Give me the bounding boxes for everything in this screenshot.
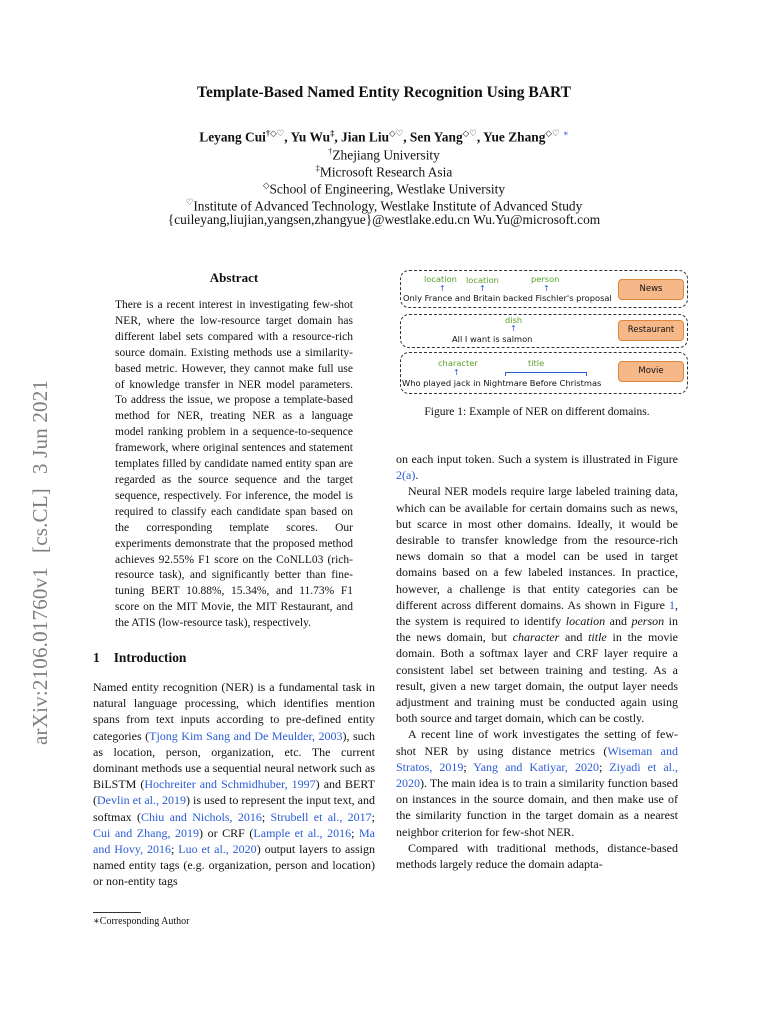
up-arrow-icon: ↑ bbox=[510, 324, 517, 333]
citation-link[interactable]: Chiu and Nichols, 2016 bbox=[140, 809, 262, 824]
text: Named entity recognition (NER) is a fundamental task in natural language processing, which identifies mention spans from text inputs according to pre-defined entity categories ( bbox=[93, 680, 375, 743]
figure-ref-link[interactable]: 1 bbox=[669, 597, 675, 612]
figure-caption: Figure 1: Example of NER on different domains. bbox=[424, 406, 650, 418]
entity-term: title bbox=[588, 630, 607, 645]
up-arrow-icon: ↑ bbox=[543, 284, 550, 293]
section-number: 1 bbox=[93, 650, 100, 665]
domain-tag-restaurant: Restaurant bbox=[618, 320, 684, 341]
affiliation-text: Institute of Advanced Technology, Westlake Institute of Advanced Study bbox=[193, 198, 583, 214]
arxiv-date: 3 Jun 2021 bbox=[28, 379, 52, 475]
author-list: Leyang Cui†◇♡, Yu Wu‡, Jian Liu◇♡, Sen Yang◇♡, Yue Zhang◇♡ ∗ bbox=[199, 128, 569, 145]
citation-link[interactable]: Devlin et al., 2019 bbox=[97, 793, 186, 808]
text: ; bbox=[463, 759, 474, 774]
citation-link[interactable]: Luo et al., 2020 bbox=[178, 842, 257, 857]
entity-label: dish bbox=[505, 315, 523, 325]
example-sentence: Who played jack in Nightmare Before Christmas bbox=[402, 378, 602, 388]
paper-title: Template-Based Named Entity Recognition Using BART bbox=[197, 84, 571, 101]
citation-link[interactable]: Yang and Katiyar, 2020 bbox=[473, 759, 599, 774]
corresponding-author-link[interactable]: ∗ bbox=[562, 128, 569, 138]
text: ) and BERT ( bbox=[93, 777, 376, 808]
text: and bbox=[559, 630, 589, 645]
text: . bbox=[415, 468, 419, 483]
text: ) is used to represent the input text, and softmax ( bbox=[93, 793, 375, 824]
abstract-heading: Abstract bbox=[209, 270, 259, 285]
author-name: Jian Liu bbox=[341, 129, 390, 145]
section-title: Introduction bbox=[113, 650, 187, 665]
domain-tag-movie: Movie bbox=[618, 361, 684, 382]
text: ; bbox=[598, 759, 610, 774]
text: ; bbox=[261, 809, 271, 824]
citation-link[interactable]: Tjong Kim Sang and De Meulder, 2003 bbox=[149, 728, 343, 743]
affiliation-mark: ♡ bbox=[185, 197, 194, 207]
text: ; bbox=[371, 809, 375, 824]
text: ), such as location, person, organization, etc. The current dominant methods use a sequential neural network such as BiLSTM ( bbox=[93, 728, 375, 792]
span-bracket bbox=[505, 372, 587, 376]
affiliation-mark: ◇ bbox=[262, 180, 270, 190]
arxiv-category: [cs.CL] bbox=[28, 488, 52, 553]
affiliation-mark: ‡ bbox=[315, 163, 320, 173]
author-name: Sen Yang bbox=[409, 129, 463, 145]
email-line: {cuileyang,liujian,yangsen,zhangyue}@westlake.edu.cn Wu.Yu@microsoft.com bbox=[167, 212, 601, 227]
citation-link[interactable]: Wiseman and Stratos, 2019 bbox=[396, 743, 678, 774]
text: A recent line of work investigates the setting of few-shot NER by using distance metrics ( bbox=[396, 727, 678, 758]
affiliation-text: Zhejiang University bbox=[332, 147, 440, 163]
text: ). The main idea is to train a similarity function based on instances in the source domain, and then make use of the similarity function in the target domain as a nearest neighbor criterion for few-shot NER. bbox=[396, 776, 678, 839]
text: in the movie domain. Both a softmax layer and CRF layer require a consistent label set between training and testing. As a result, given a new target domain, the output layer needs adjustment and training must be conducted again using both source and target domain, which can be costly. bbox=[396, 630, 678, 726]
affiliation-text: School of Engineering, Westlake University bbox=[269, 181, 506, 197]
entity-label: title bbox=[528, 358, 545, 368]
figure-ref-link[interactable]: 2(a) bbox=[396, 468, 416, 483]
footnote-rule bbox=[93, 912, 141, 913]
arxiv-id[interactable]: arXiv:2106.01760v1 bbox=[28, 567, 52, 745]
entity-term: character bbox=[512, 630, 560, 645]
abstract-body: There is a recent interest in investigating few-shot NER, where the low-resource target domain has different label sets compared with a resource-rich source domain. Existing methods use a similarity-based metric. However, they cannot make full use of knowledge transfer in NER model parameters. To address the issue, we propose a template-based method for NER, treating NER as a language model ranking problem in a sequence-to-sequence framework, where original sentences and statement templates filled by candidate named entity span are regarded as the source sequence and the target sequence, respectively. For inference, the model is required to classify each candidate span based on the corresponding template scores. Our experiments demonstrate that the proposed method achieves 92.55% F1 score on the CoNLL03 (rich-resource task), and significantly better than fine-tuning BERT 10.88%, 15.34%, and 11.73% F1 score on the MIT Movie, the MIT Restaurant, and the ATIS (low-resource task), respectively. bbox=[115, 299, 353, 630]
affiliation-mark: † bbox=[328, 146, 333, 156]
text: and bbox=[605, 614, 632, 629]
right-column-text bbox=[396, 451, 678, 872]
text: on each input token. Such a system is illustrated in Figure bbox=[396, 452, 678, 466]
up-arrow-icon: ↑ bbox=[479, 284, 486, 293]
entity-term: location bbox=[565, 614, 606, 629]
citation-link[interactable]: Ma and Hovy, 2016 bbox=[93, 825, 375, 857]
author-marks: †◇♡ bbox=[265, 128, 285, 138]
example-sentence: All I want is salmon bbox=[452, 334, 533, 344]
domain-tag-news: News bbox=[618, 279, 684, 300]
citation-link[interactable]: Cui and Zhang, 2019 bbox=[93, 825, 200, 840]
text: ; bbox=[351, 825, 359, 840]
text: , the system is required to identify bbox=[396, 597, 678, 629]
entity-label: location bbox=[424, 274, 457, 284]
text: ) or CRF ( bbox=[199, 825, 254, 840]
author-marks: ‡ bbox=[330, 128, 335, 138]
citation-link[interactable]: Lample et al., 2016 bbox=[253, 825, 352, 840]
citation-link[interactable]: Ziyadi et al., 2020 bbox=[396, 759, 678, 791]
author-marks: ◇♡ bbox=[462, 128, 477, 138]
author-marks: ◇♡ bbox=[545, 128, 560, 138]
example-sentence: Only France and Britain backed Fischler's proposal bbox=[403, 293, 612, 303]
affiliation-text: Microsoft Research Asia bbox=[319, 164, 453, 180]
intro-paragraph bbox=[93, 679, 375, 890]
text: Neural NER models require large labeled training data, which can be available for certain domains such as news, but scarce in most other domains. Ideally, it would be desirable to transfer knowledge from the resource-rich news domain so that a model can be used in target domains based on a few labeled instances. In practice, however, a challenge is that entity categories can be different across different domains. As shown in Figure bbox=[396, 484, 678, 612]
citation-link[interactable]: Strubell et al., 2017 bbox=[270, 809, 372, 824]
citation-link[interactable]: Hochreiter and Schmidhuber, 1997 bbox=[144, 777, 316, 792]
text: in the news domain, but bbox=[396, 614, 678, 645]
footnote: ∗Corresponding Author bbox=[93, 916, 190, 927]
arxiv-stamp bbox=[28, 366, 53, 745]
text: ) output layers to assign named entity tags (e.g. organization, person and location) or non-entity tags bbox=[93, 842, 375, 889]
entity-label: person bbox=[531, 274, 560, 284]
section-heading bbox=[93, 650, 200, 666]
up-arrow-icon: ↑ bbox=[453, 368, 460, 377]
up-arrow-icon: ↑ bbox=[439, 284, 446, 293]
entity-term: person bbox=[631, 614, 665, 629]
author-name: Yu Wu bbox=[290, 129, 331, 145]
entity-label: location bbox=[466, 275, 499, 285]
author-marks: ◇♡ bbox=[389, 128, 404, 138]
author-name: Yue Zhang bbox=[483, 129, 546, 145]
author-name: Leyang Cui bbox=[199, 129, 266, 145]
entity-label: character bbox=[438, 358, 478, 368]
text: ; bbox=[171, 842, 179, 857]
text: Compared with traditional methods, distance-based methods largely reduce the domain adapta- bbox=[396, 840, 678, 872]
